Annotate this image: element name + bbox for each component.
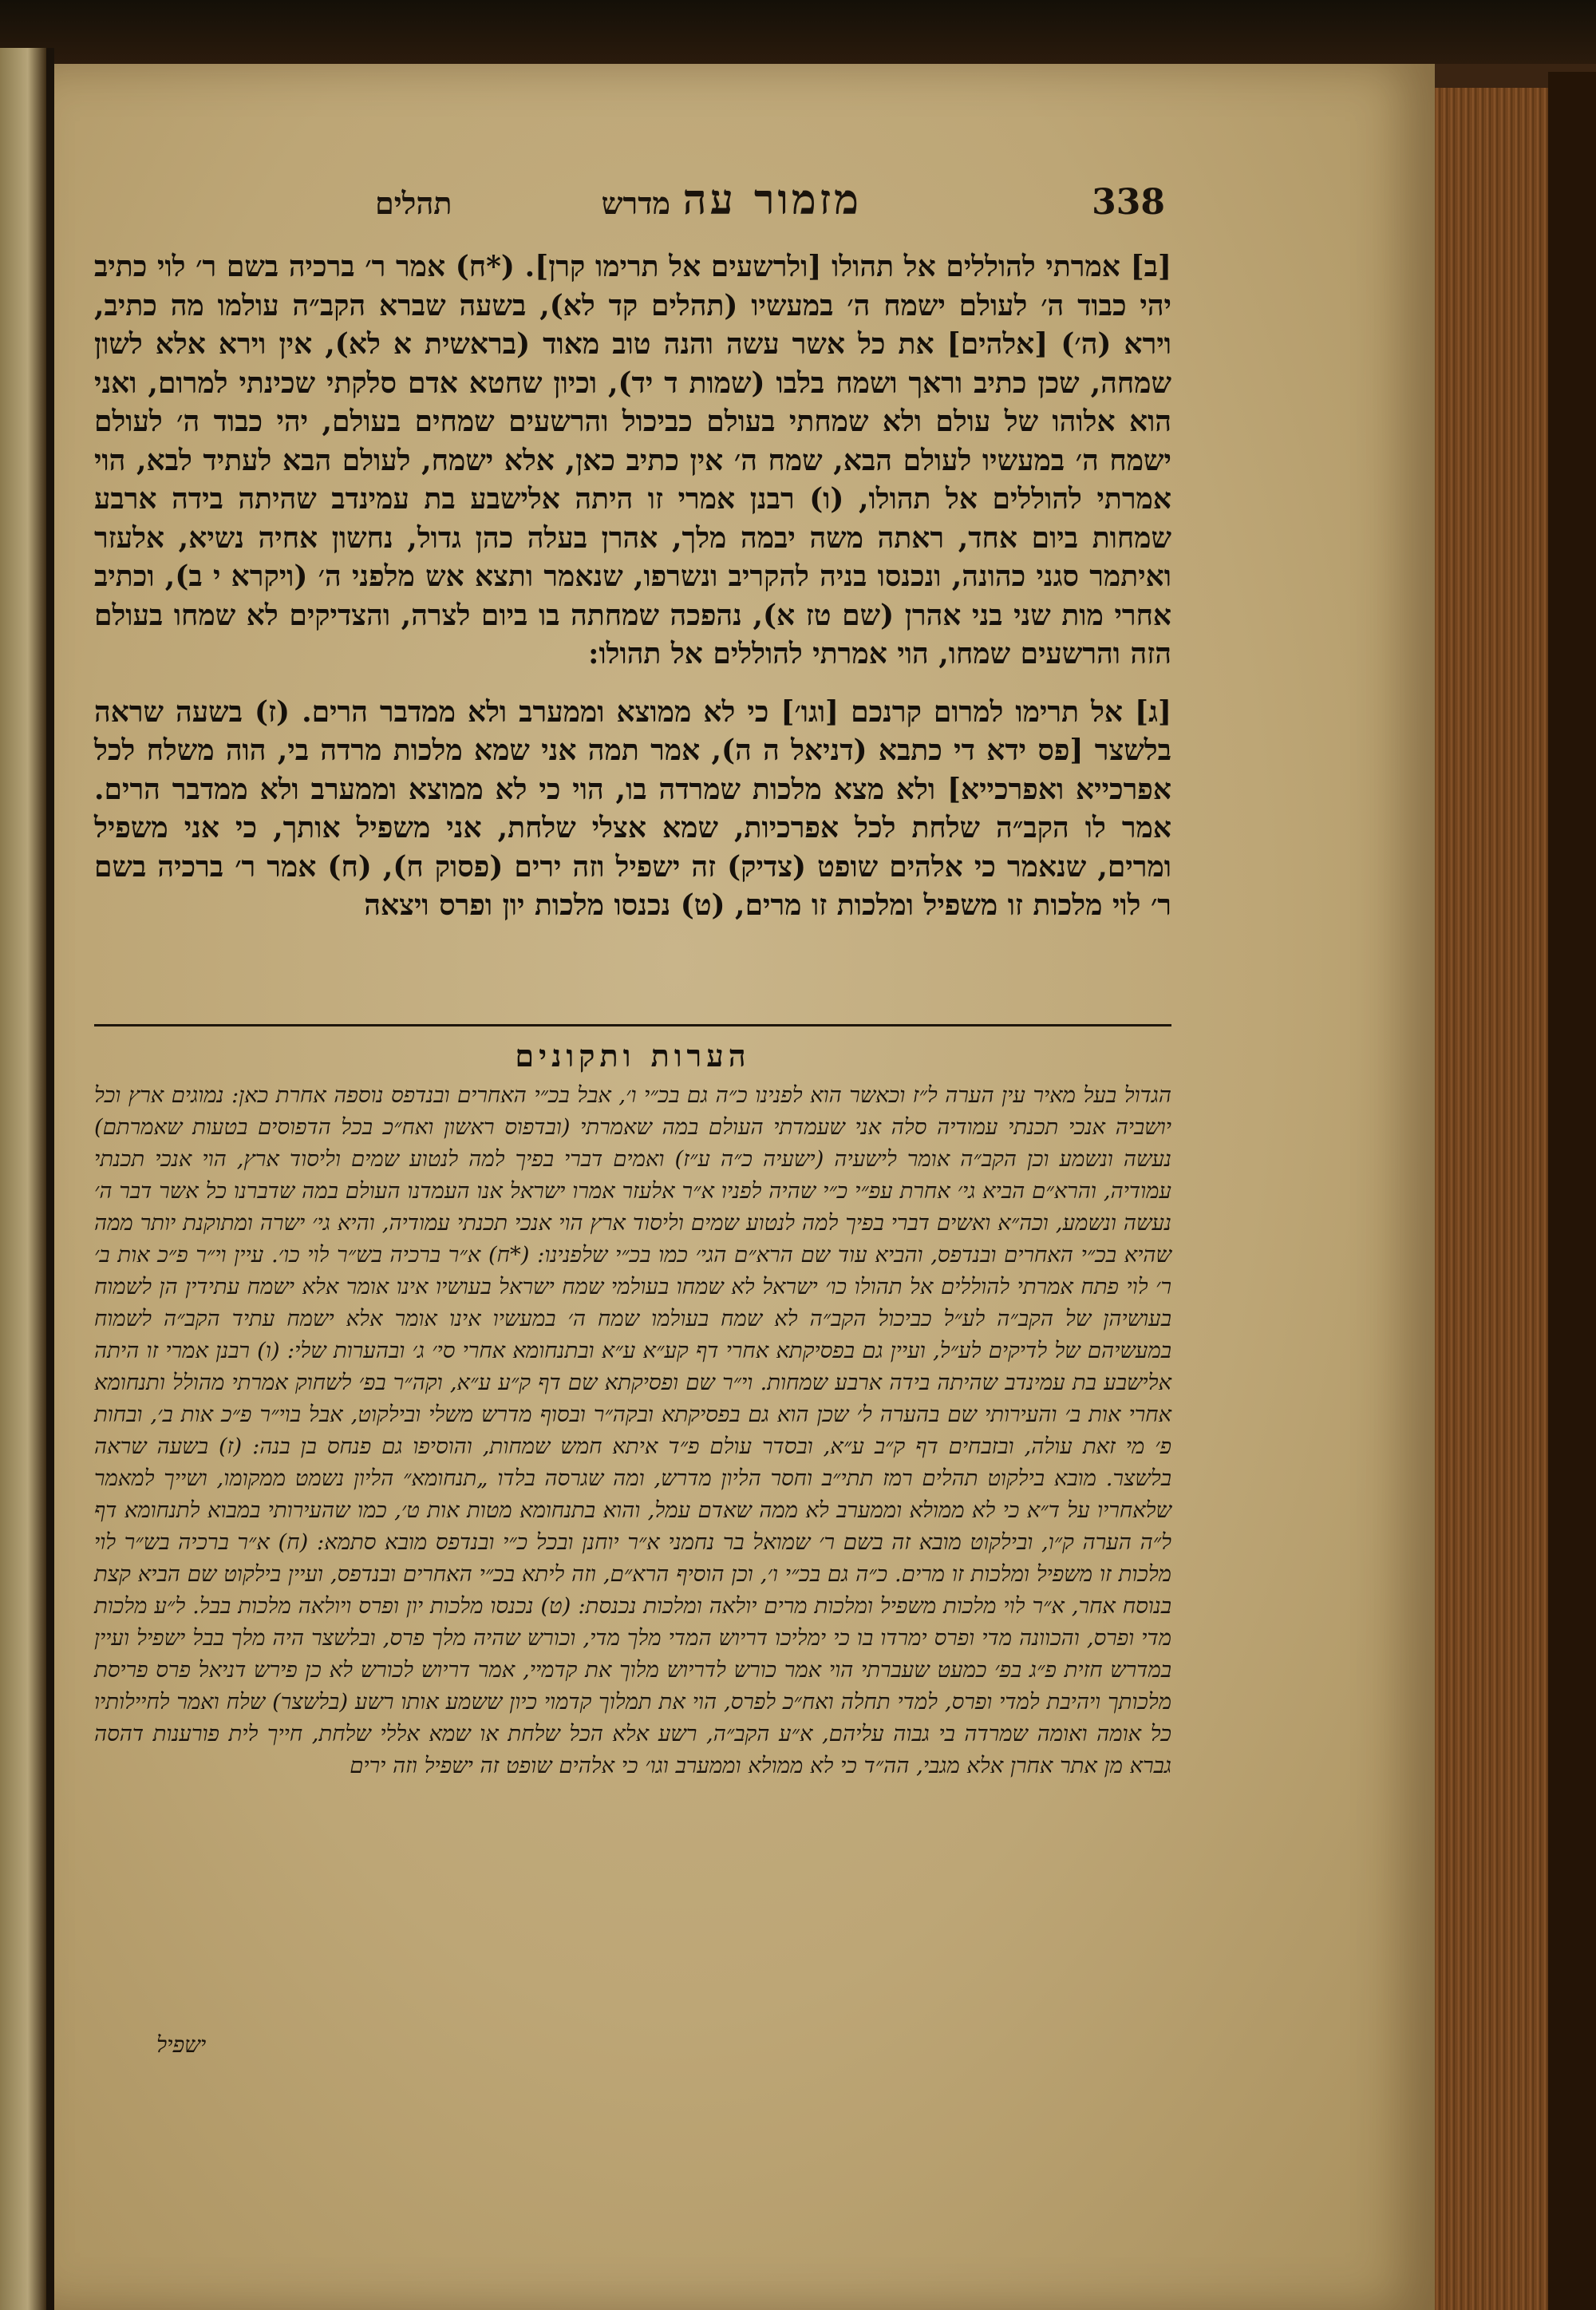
main-text — [94, 247, 1171, 925]
notes-title: הערות ותקונים — [515, 1038, 751, 1074]
previous-page-edge — [0, 48, 46, 2310]
top-shadow — [0, 0, 1596, 64]
running-header — [375, 176, 1165, 246]
header-title: מזמור עה — [682, 176, 862, 224]
header-label-tehillim: תהלים — [375, 185, 452, 221]
book-edge-shadow — [1548, 72, 1596, 2310]
book-gutter — [46, 48, 54, 2310]
notes-divider — [94, 1024, 1171, 1026]
header-label-midrash: מדרש — [601, 185, 670, 221]
notes-block — [94, 1079, 1171, 1782]
notes-last-word: ישפיל — [156, 2031, 207, 2058]
page-number: 338 — [1092, 182, 1165, 223]
notes-paragraph: הגדול בעל מאיר עין הערה ל״ז וכאשר הוא לפנינו כ״ה גם בכ״י ו׳, אבל בכ״י האחרים ובנדפס נוספה אחרת כאן: נמוגים ארץ וכל יושביה אנכי תכנתי עמודיה סלה אני שעמדתי העולם במה שאמרתי (ובדפוס ראשון ואח״כ בכל הדפוסים בטעות שאמרתם) נעשה ונשמע וכן הקב״ה אומר לישעיה (ישעיה כ״ה ע״ז) ואמים דברי בפיך למה לנטוע שמים וליסוד ארץ, הוי אנכי תכנתי עמודיה, והרא״ם הביא גי׳ אחרת עפ״י כ״י שהיה לפניו א״ר אלעזר אמרו ישראל אנו העמדנו העולם במה שדברנו כל אשר דבר ה׳ נעשה ונשמע, וכה״א ואשים דברי בפיך למה לנטוע שמים וליסוד ארץ הוי אנכי תכנתי עמודיה, והיא גי׳ ישרה ומתוקנת יותר ממה שהיא בכ״י האחרים ובנדפס, והביא עוד שם הרא״ם הגי׳ כמו בכ״י שלפנינו: (*ח) א״ר ברכיה בש״ר לוי כו׳. עיין וי״ר פ״כ אות ב׳ ר׳ לוי פתח אמרתי להוללים אל תהולו כו׳ ישראל לא שמחו בעולמי שמח ישראל בעושיו אינו אומר אלא ישמח עתידין הן לשמוח בעושיהן של הקב״ה לע״ל כביכול הקב״ה לא שמח בעולמו שמח ה׳ במעשיו אינו אומר אלא ישמח עתיד הקב״ה לשמוח במעשיהם של לדיקים לע״ל, ועיין גם בפסיקתא אחרי דף קע״א ע״א ובתנחומא אחרי סי׳ ג׳ ובהערות שלי: (ו) רבנן אמרי זו היתה אלישבע בת עמינדב שהיתה בידה ארבע שמחות. וי״ר שם ופסיקתא שם דף ק״ע ע״א, וקה״ר בפ׳ לשחוק אמרתי מהולל ותנחומא אחרי אות ב׳ והעירותי שם בהערה ל׳ שכן הוא גם בפסיקתא ובקה״ר ובסוף מדרש משלי ובילקוט, אבל בוי״ר פ״כ אות ב׳, ובחות פ׳ מי זאת עולה, ובזבחים דף ק״ב ע״א, ובסדר עולם פ״ד איתא חמש שמחות, והוסיפו גם פנחס בן בנה: (ז) בשעה שראה בלשצר. מובא בילקוט תהלים רמז תתי״ב וחסר הליון מדרש, ומה שגרסה בלדו „תנחומא״ הליון נשמט ממקומו, ושייך למאמר שלאחריו על ד״א כי לא ממולא וממערב לא ממה שאדם עמל, והוא בתנחומא מטות אות ט׳, כמו שהעירותי במבוא לתנחומא דף ל״ה הערה ק״ו, ובילקוט מובא זה בשם ר׳ שמואל בר נחמני א״ר יוחנן ובכל כ״י ובנדפס מובא סתמא: (ח) א״ר ברכיה בש״ר לוי מלכות זו משפיל ומלכות זו מרים. כ״ה גם בכ״י ו׳, וכן הוסיף הרא״ם, וזה ליתא בכ״י האחרים ובנדפס, ועיין בילקוט שם הביא קצת בנוסח אחר, א״ר לוי מלכות משפיל ומלכות מרים יולאה ומלכות נכנסת: (ט) נכנסו מלכות יון ופרס ויולאה מלכות בבל. ל״ע מלכות מדי ופרס, והכוונה מדי ופרס ימרדו בו כי ימליכו דריוש המדי מלך מדי, וכורש שהיה מלך פרס, ובלשצר היה מלך בבל ישפיל ועיין במדרש חזית פ״ג בפ׳ כמעט שעברתי הוי אמר כורש לדריוש מלוך את קדמיי, אמר דריוש לכורש לא כן פירש דניאל פרס פריסת מלכותך ויהיבת למדי ופרס, למדי תחלה ואח״כ לפרס, הוי את תמלוך קדמוי כיון ששמע אותו רשע (בלשצר) שלח ואמר לחיילותיו כל אומה ואומה שמרדה בי גבוה עליהם, א״ע הקב״ה, רשע אלא הכל שלחת או שמא אללי שלחת, חייך לית פורענות דהסה גברא מן אתר אחרן אלא מגבי, הה״ד כי לא ממולא וממערב וגו׳ כי אלהים שופט זה ישפיל וזה ירים — [94, 1082, 1172, 1778]
section-2: [ב] אמרתי להוללים אל תהולו [ולרשעים אל תרימו קרן]. (*ח) אמר ר׳ ברכיה בשם ר׳ לוי כתיב יהי כבוד ה׳ לעולם ישמח ה׳ במעשיו (תהלים קד לא), בשעה שברא הקב״ה עולמו מה כתיב, וירא (ה׳) [אלהים] את כל אשר עשה והנה טוב מאוד (בראשית א לא), אין וירא אלא לשון שמחה, שכן כתיב וראך ושמח בלבו (שמות ד יד), וכיון שחטא אדם סלקתי שכינתי למרום, ואני הוא אלוהו של עולם ולא שמחתי בעולם כביכול והרשעים שמחים בעולם, יהי כבוד ה׳ לעולם ישמח ה׳ במעשיו לעולם הבא, שמח ה׳ אין כתיב כאן, אלא ישמח, לעולם הבא לעתיד לבא, הוי אמרתי להוללים אל תהולו, (ו) רבנן אמרי זו היתה אלישבע בת עמינדב שהיתה בידה ארבע שמחות ביום אחד, ראתה משה יבמה מלך, אהרן בעלה כהן גדול, נחשון אחיה נשיא, אלעזר ואיתמר סגני כהונה, ונכנסו בניה להקריב ונשרפו, שנאמר ותצא אש מלפני ה׳ (ויקרא י ב), וכתיב אחרי מות שני בני אהרן (שם טז א), נהפכה שמחתה בו ביום לצרה, והצדיקים לא שמחו בעולם הזה והרשעים שמחו, הוי אמרתי להוללים אל תהולו: — [94, 250, 1171, 670]
section-3: [ג] אל תרימו למרום קרנכם [וגו׳] כי לא ממוצא וממערב ולא ממדבר הרים. (ז) בשעה שראה בלשצר [פס ידא די כתבא (דניאל ה ה), אמר תמה אני שמא מלכות מרדה בי, הוה משלח לכל אפרכייא ואפרכייא] ולא מצא מלכות שמרדה בו, הוי כי לא ממוצא וממערב ולא ממדבר הרים. אמר לו הקב״ה שלחת לכל אפרכיות, שמא אצלי שלחת, אני משפיל אותך, כי אני משפיל ומרים, שנאמר כי אלהים שופט (צדיק) זה ישפיל וזה ירים (פסוק ח), (ח) אמר ר׳ ברכיה בשם ר׳ לוי מלכות זו משפיל ומלכות זו מרים, (ט) נכנסו מלכות יון ופרס ויצאה — [94, 694, 1171, 922]
